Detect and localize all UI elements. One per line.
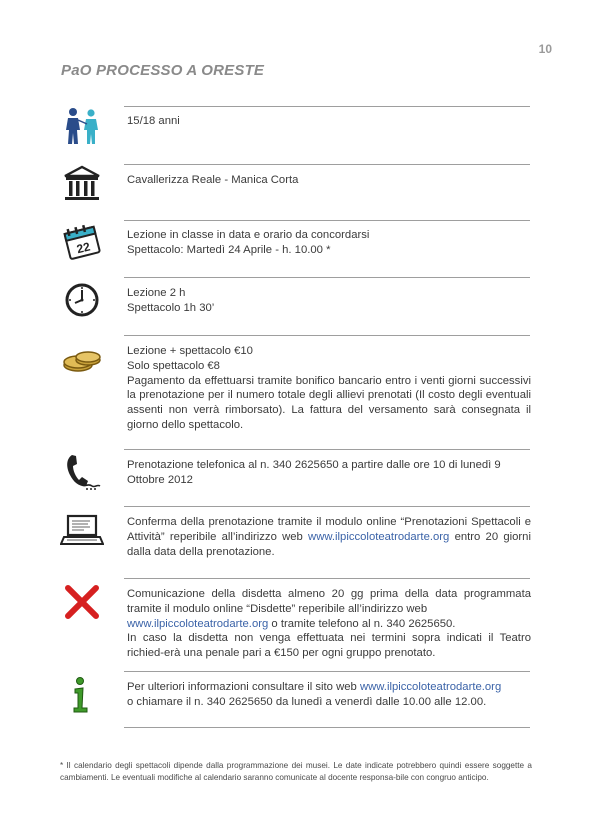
lesson-duration: Lezione 2 h [127, 287, 186, 299]
divider [124, 506, 530, 507]
section-text [127, 515, 531, 559]
price-show-only: Solo spettacolo €8 [127, 359, 220, 372]
section-text [127, 587, 531, 661]
confirmation-deadline: entro 20 giorni dalla data della prenotazione. [127, 530, 531, 558]
telephone-icon [60, 451, 104, 491]
footnote: * Il calendario degli spettacoli dipende dalla programmazione dei musei. Le date indicate potrebbero quindi essere soggette a cambiamenti. Le eventuali modifiche al calendario saranno comunicate al docente responsa-bile con congruo anticipo. [60, 761, 532, 782]
section-text [127, 344, 531, 433]
cancellation-phone: o tramite telefono al n. 340 2625650. [268, 617, 456, 630]
divider [124, 449, 530, 450]
website-link[interactable]: www.ilpiccoloteatrodarte.org [127, 617, 269, 630]
divider [124, 727, 530, 728]
more-info-line [127, 680, 531, 695]
section-text [127, 458, 531, 488]
calendar-icon [60, 222, 104, 262]
divider [124, 578, 530, 579]
cancellation-contact [127, 617, 531, 632]
section-text [127, 228, 531, 258]
show-date: Spettacolo: Martedì 24 Aprile - h. 10.00 * [127, 243, 331, 256]
show-duration: Spettacolo 1h 30’ [127, 301, 215, 314]
divider [124, 277, 530, 278]
cancel-x-icon [60, 582, 104, 622]
page-title: PaO PROCESSO A ORESTE [61, 62, 265, 79]
more-info-text: Per ulteriori informazioni consultare il sito web [127, 681, 360, 693]
venue-building-icon [60, 164, 104, 204]
info-icon [60, 675, 104, 715]
section-text [127, 114, 531, 129]
section-text [127, 680, 531, 710]
cancellation-info: Comunicazione della disdetta almeno 20 gg prima della data programmata tramite il modulo online “Disdette” reperibile all’indirizzo web [127, 588, 531, 615]
online-confirmation-info [127, 515, 531, 559]
cancellation-penalty: In caso la disdetta non venga effettuata nei termini sopra indicati il Teatro richied-erà una penale pari a €150 per ogni gruppo prenotato. [127, 632, 531, 660]
lesson-scheduling: Lezione in classe in data e orario da concordarsi [127, 229, 370, 241]
coins-icon [60, 341, 104, 381]
students-icon [60, 106, 104, 146]
divider [124, 220, 530, 221]
page-number: 10 [538, 42, 552, 56]
venue-name: Cavallerizza Reale - Manica Corta [127, 174, 299, 186]
phone-booking-info: Prenotazione telefonica al n. 340 2625650 a partire dalle ore 10 di lunedì 9 Ottobre 2012 [127, 459, 501, 486]
website-link[interactable]: www.ilpiccoloteatrodarte.org [359, 681, 502, 693]
laptop-icon [60, 510, 104, 550]
website-link[interactable]: www.ilpiccoloteatrodarte.org [308, 530, 450, 543]
clock-icon [60, 279, 104, 319]
age-range: 15/18 anni [127, 115, 180, 127]
section-text [127, 286, 531, 316]
divider [124, 106, 530, 107]
confirmation-text: Conferma della prenotazione tramite il modulo online “Prenotazioni Spettacoli e Attività” reperibile all’indirizzo web [127, 516, 531, 543]
price-lesson-and-show: Lezione + spettacolo €10 [127, 345, 253, 357]
more-info-hours: o chiamare il n. 340 2625650 da lunedì a venerdì dalle 10.00 alle 12.00. [127, 695, 487, 708]
svg-text:22: 22 [75, 239, 92, 257]
section-text [127, 173, 531, 188]
divider [124, 671, 530, 672]
divider [124, 164, 530, 165]
payment-terms: Pagamento da effettuarsi tramite bonifico bancario entro i venti giorni successivi la prenotazione per il numero totale degli allievi prenotati (Il costo degli eventuali assenti non verrà rimborsato). La fattura del versamento sarà consegnata il giorno dello spettacolo. [127, 374, 531, 431]
divider [124, 335, 530, 336]
